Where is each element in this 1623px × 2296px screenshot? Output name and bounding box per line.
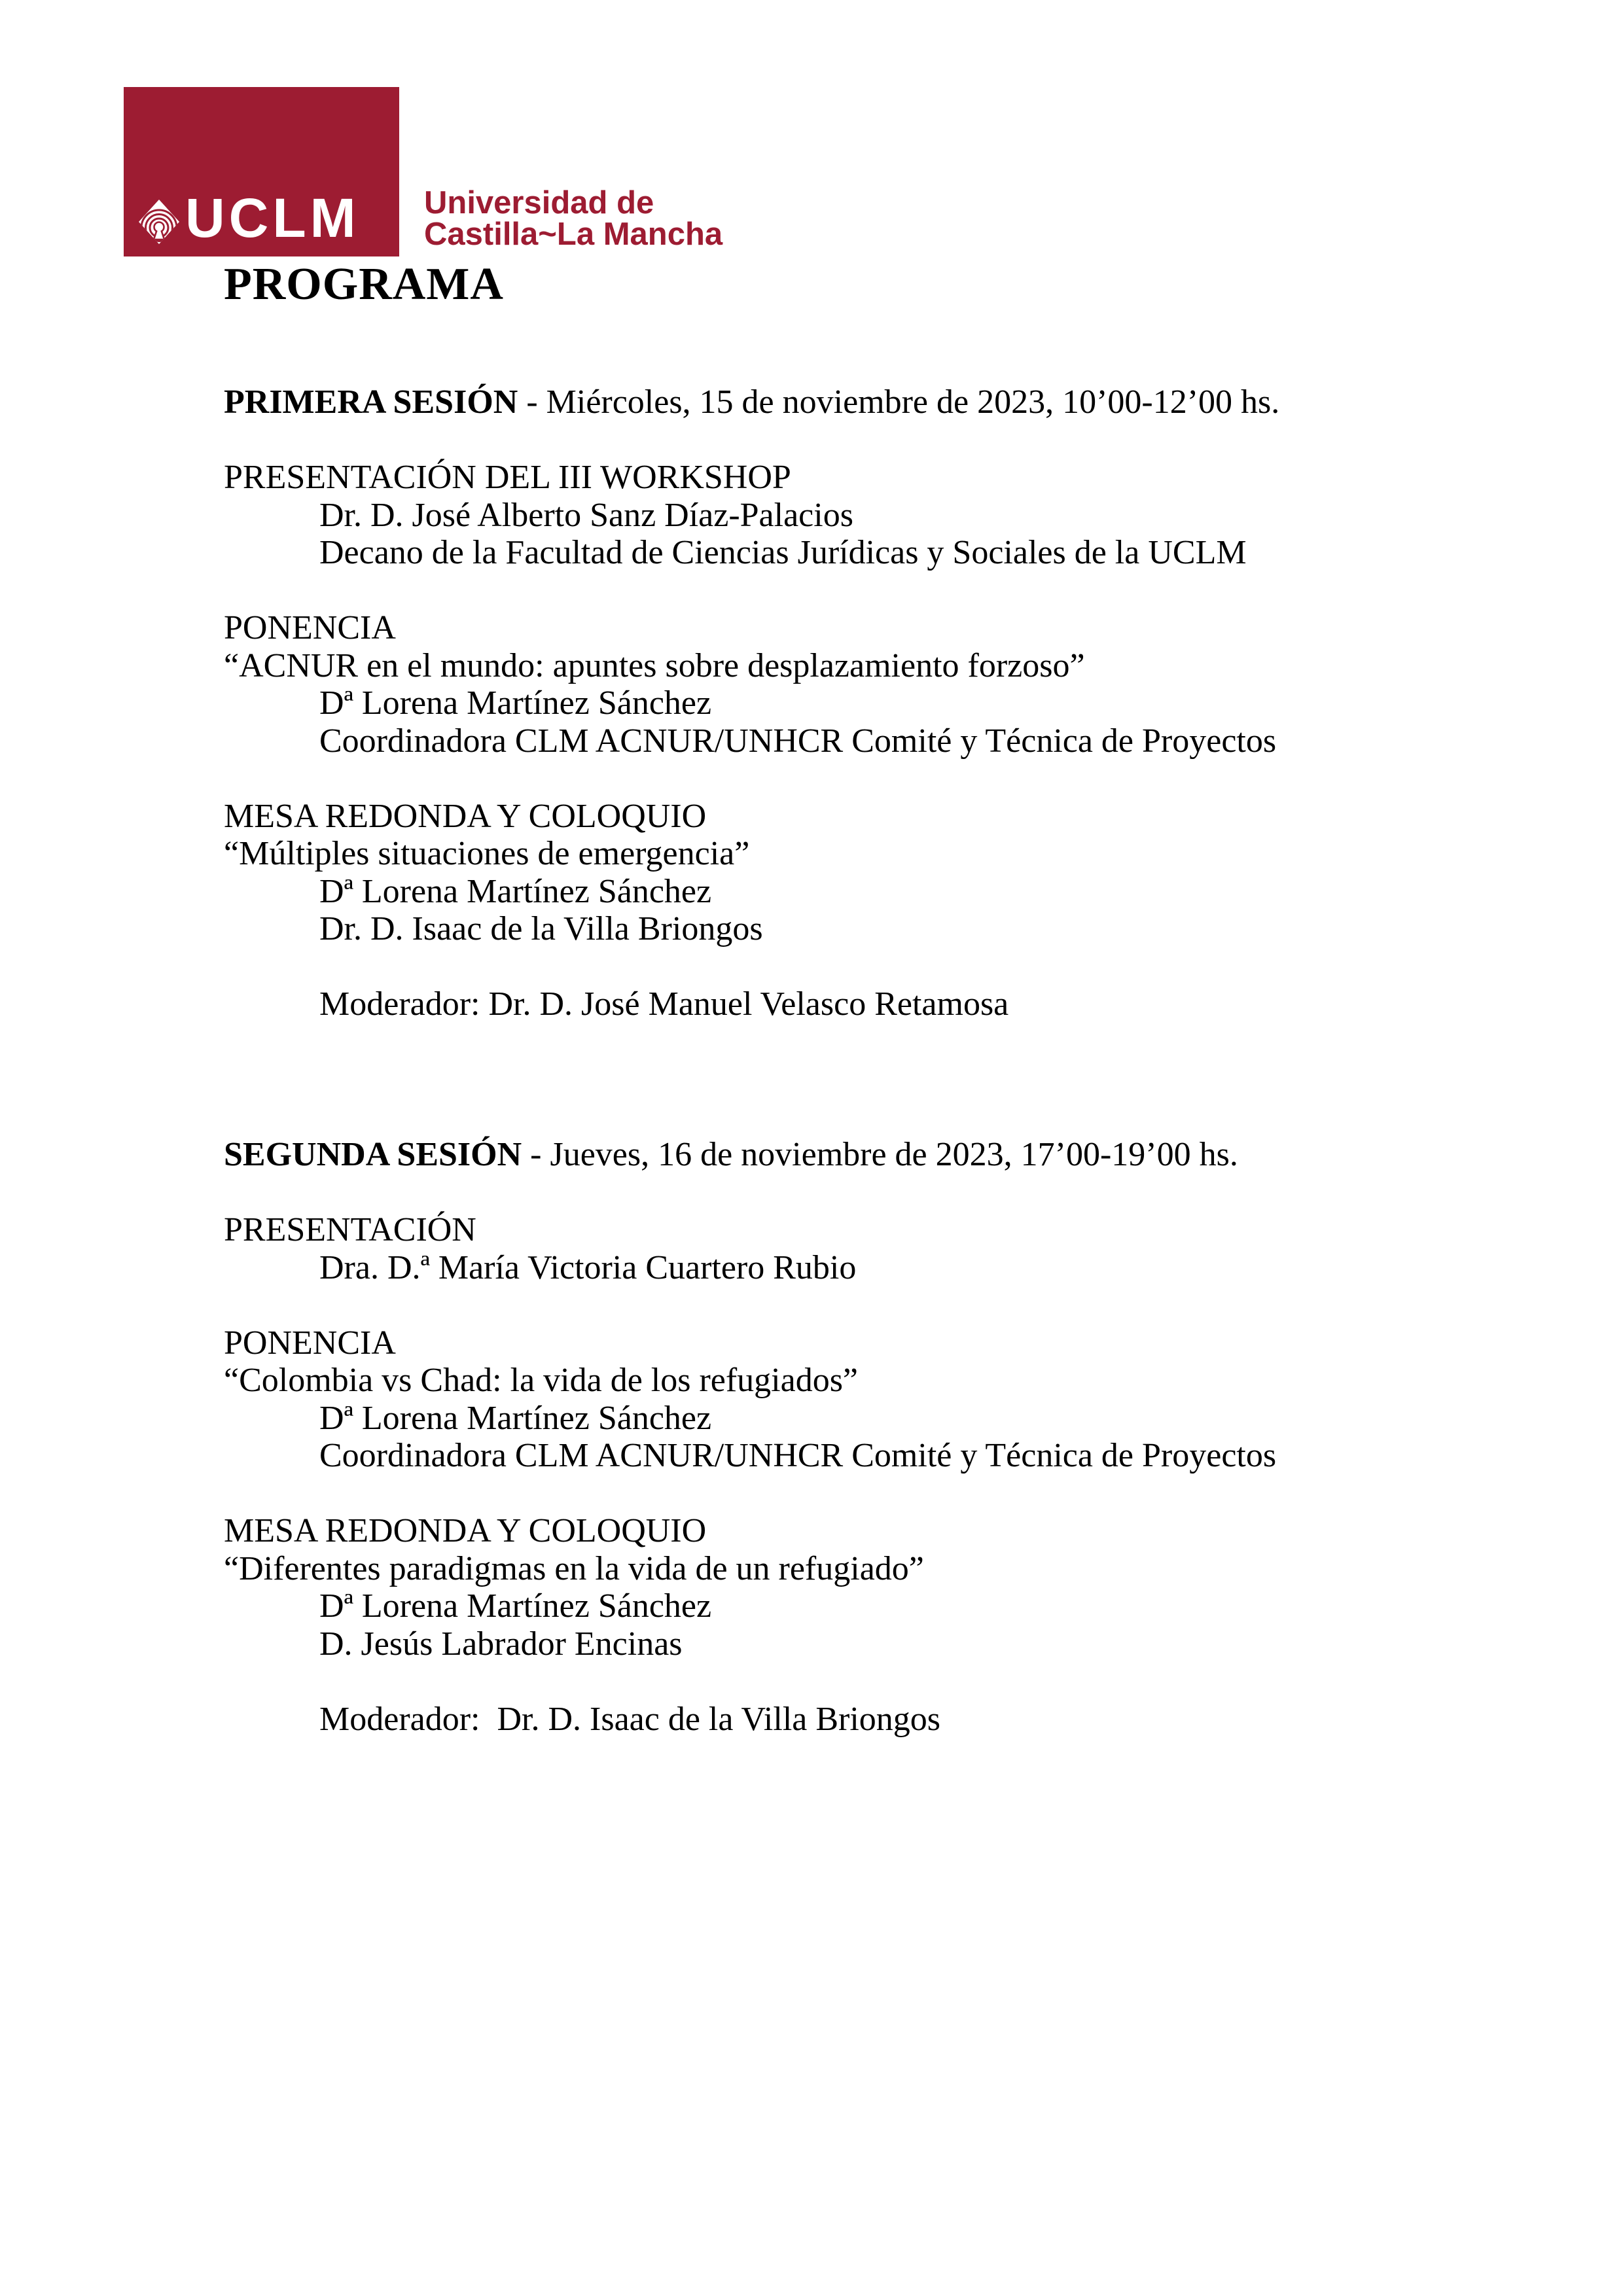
blank-line xyxy=(224,1475,1408,1513)
program-line-text: Coordinadora CLM ACNUR/UNHCR Comité y Técnica de Proyectos xyxy=(319,1437,1277,1474)
program-line xyxy=(224,722,1408,760)
program-line xyxy=(224,534,1408,572)
university-name-line2: Castilla~La Mancha xyxy=(424,217,723,252)
program-line xyxy=(224,1550,1408,1588)
program-line-text: Dª Lorena Martínez Sánchez xyxy=(319,872,712,910)
uclm-logo xyxy=(124,87,399,256)
program-line-text: Dr. D. Isaac de la Villa Briongos xyxy=(319,910,763,947)
program-line-text: Dr. D. José Alberto Sanz Díaz-Palacios xyxy=(319,496,853,534)
program-line-text: - Miércoles, 15 de noviembre de 2023, 10’00-12’00 hs. xyxy=(518,383,1280,421)
session-heading-text: PRIMERA SESIÓN xyxy=(224,383,518,421)
program-line-text: Coordinadora CLM ACNUR/UNHCR Comité y Técnica de Proyectos xyxy=(319,722,1277,760)
program-line-text: Moderador: Dr. D. José Manuel Velasco Retamosa xyxy=(319,985,1009,1023)
university-name xyxy=(424,187,722,250)
session-heading-text: SEGUNDA SESIÓN xyxy=(224,1136,522,1173)
program-line-text: Dª Lorena Martínez Sánchez xyxy=(319,684,712,722)
blank-line xyxy=(224,1023,1408,1061)
program-line-text: Dª Lorena Martínez Sánchez xyxy=(319,1399,712,1437)
program-line xyxy=(224,1400,1408,1438)
blank-line xyxy=(224,1061,1408,1099)
program-line xyxy=(224,798,1408,836)
program-line xyxy=(224,1211,1408,1249)
program-line xyxy=(224,609,1408,647)
program-line-text: “Colombia vs Chad: la vida de los refugiados” xyxy=(224,1362,859,1399)
program-line-text: “Múltiples situaciones de emergencia” xyxy=(224,835,750,872)
program-line xyxy=(224,910,1408,948)
program-line xyxy=(224,1362,1408,1400)
program-line-text: D. Jesús Labrador Encinas xyxy=(319,1625,683,1663)
program-line-text: MESA REDONDA Y COLOQUIO xyxy=(224,797,707,835)
uclm-diamond-icon xyxy=(138,199,180,245)
program-line xyxy=(224,1136,1408,1174)
program-line-text: Decano de la Facultad de Ciencias Jurídicas y Sociales de la UCLM xyxy=(319,534,1247,571)
program-line-text: MESA REDONDA Y COLOQUIO xyxy=(224,1512,707,1549)
program-line xyxy=(224,1512,1408,1550)
blank-line xyxy=(224,760,1408,798)
program-line xyxy=(224,1324,1408,1362)
program-line xyxy=(224,985,1408,1023)
page-title: PROGRAMA xyxy=(224,259,504,309)
uclm-logo-acronym: UCLM xyxy=(185,187,360,249)
program-line xyxy=(224,835,1408,873)
program-line xyxy=(224,1437,1408,1475)
program-line xyxy=(224,684,1408,722)
program-line xyxy=(224,383,1408,421)
program-line xyxy=(224,1587,1408,1625)
program-line xyxy=(224,647,1408,685)
blank-line xyxy=(224,1099,1408,1137)
program-line-text: Dra. D.ª María Victoria Cuartero Rubio xyxy=(319,1248,857,1286)
program-line-text: PRESENTACIÓN DEL III WORKSHOP xyxy=(224,459,791,496)
blank-line xyxy=(224,421,1408,459)
blank-line xyxy=(224,1174,1408,1212)
program-line xyxy=(224,459,1408,497)
program-body xyxy=(224,383,1408,1738)
program-line xyxy=(224,1625,1408,1663)
blank-line xyxy=(224,1663,1408,1701)
program-line xyxy=(224,1249,1408,1287)
program-line-text: “Diferentes paradigmas en la vida de un refugiado” xyxy=(224,1549,924,1587)
blank-line xyxy=(224,1286,1408,1324)
program-line-text: - Jueves, 16 de noviembre de 2023, 17’00-19’00 hs. xyxy=(522,1136,1238,1173)
program-line-text: Dª Lorena Martínez Sánchez xyxy=(319,1587,712,1625)
program-line xyxy=(224,873,1408,911)
university-name-line1: Universidad de xyxy=(424,185,654,221)
blank-line xyxy=(224,948,1408,986)
program-line-text: Moderador: Dr. D. Isaac de la Villa Briongos xyxy=(319,1700,941,1738)
program-line xyxy=(224,1701,1408,1739)
program-line-text: PRESENTACIÓN xyxy=(224,1211,476,1248)
program-line-text: PONENCIA xyxy=(224,609,396,646)
program-line-text: PONENCIA xyxy=(224,1324,396,1362)
program-line xyxy=(224,497,1408,535)
blank-line xyxy=(224,572,1408,610)
program-line-text: “ACNUR en el mundo: apuntes sobre desplazamiento forzoso” xyxy=(224,646,1085,684)
